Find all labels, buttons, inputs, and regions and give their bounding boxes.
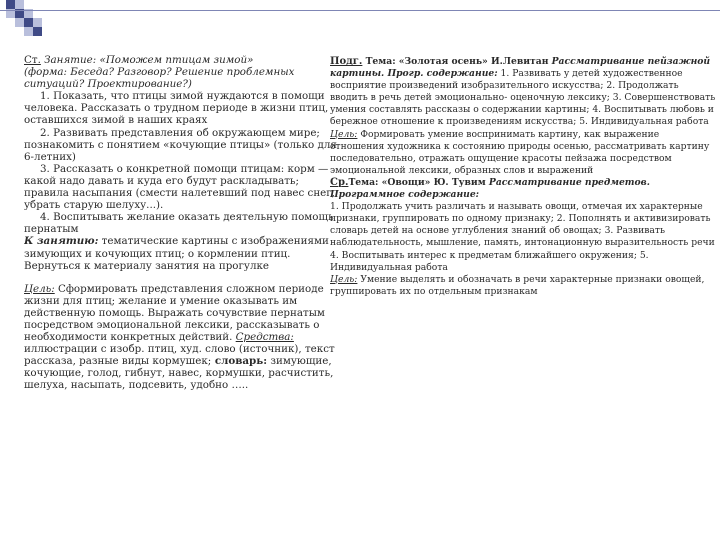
program-text: 1. Продолжать учить различать и называть овощи, отмечая их характерные признаки, группировать по одному признаку; 2. Пополнять и активизировать словарь детей на основе углубления знаний об овощах; 3. Развивать наблюдательность, мышление, память, интонационную выразительность речи	[330, 201, 715, 249]
right-column	[330, 56, 716, 298]
program-text: 1. Развивать у детей художественное восприятие произведений изобразительного искусства; 2. Продолжать вводить в речь детей эмоционально- оценочную лексику; 3. Совершенствовать умения составлять рассказы о содержании картины; 4. Воспитывать любовь и бережное отношение к произведениям искусства; 5. Индивидуальная работа	[330, 68, 716, 128]
aim-text: Сформировать представления сложном периоде жизни для птиц; желание и умение оказывать им действенную помощь. Выражать сочувствие пернатым посредством эмоциональной лексики, рассказывать о необходимости конкретных действий.	[24, 282, 325, 344]
preparation-note	[24, 235, 340, 271]
decor-square	[33, 18, 42, 27]
header-rule	[0, 10, 720, 11]
decor-square	[6, 0, 15, 9]
aim-label: Цель:	[330, 128, 358, 140]
lesson-title-text: Занятие: «Поможем птицам зимой»	[40, 54, 254, 66]
goal-item: 2. Развивать представления об окружающем мире; познакомить с понятием «кочующие птицы» (только для 6-летних)	[24, 126, 337, 163]
prep-group-block	[330, 56, 716, 129]
middle-group-heading	[330, 177, 716, 189]
vocabulary-text: зимующие, кочующие, голод, гибнут, навес, кормушки, расчистить, шелуха, насыпать, подсевить, удобно …..	[24, 355, 334, 392]
aim-paragraph	[24, 283, 340, 392]
corner-decoration	[0, 0, 60, 40]
topic-subtitle: Рассматривание пейзажной картины.	[330, 56, 711, 80]
preparation-label: К занятию:	[24, 235, 99, 248]
group-code: Подг.	[330, 56, 363, 67]
middle-aim	[330, 274, 716, 298]
left-column	[24, 54, 340, 392]
decor-square	[15, 0, 24, 9]
topic-title: Тема: «Овощи» Ю. Тувим	[348, 176, 486, 188]
topic-subtitle: Рассматривание предметов.	[485, 176, 650, 188]
aim-text: Умение выделять и обозначать в речи характерные признаки овощей, группировать их по отдельным признакам	[330, 273, 705, 297]
topic-title: Тема: «Золотая осень» И.Левитан	[362, 56, 549, 67]
decor-square	[24, 27, 33, 36]
goal-item: 4. Воспитывать желание оказать деятельную помощь пернатым	[24, 211, 334, 236]
group-code: Ср.	[330, 176, 349, 188]
goal-item: 1. Показать, что птицы зимой нуждаются в помощи человека. Рассказать о трудном периоде в жизни птиц, оставшихся зимой в наших краях	[24, 90, 329, 127]
means-label: Средства:	[235, 331, 294, 344]
decor-square	[15, 18, 24, 27]
group-code: Ст.	[24, 54, 41, 66]
aim-label: Цель:	[330, 273, 358, 285]
decor-square	[33, 27, 42, 36]
program-label: Прогр. содержание:	[384, 68, 498, 80]
aim-text: Формировать умение воспринимать картину, как выражение отношения художника к состоянию природы осенью, рассматривать картину последовательно, отражать ощущение красоты пейзажа посредством эмоциональной лексики, образных слов и выражений	[330, 128, 710, 176]
goal-item: 3. Рассказать о конкретной помощи птицам: корм — какой надо давать и куда его будут раскладывать; правила насыпания (смести налетевший под навес снег, убрать старую шелуху...).	[24, 162, 335, 212]
aim-label: Цель:	[24, 282, 55, 295]
means-text: иллюстрации с изобр. птиц, худ. слово (источник), текст рассказа, разные виды кормушек;	[24, 343, 335, 368]
lesson-form: (форма: Беседа? Разговор? Решение проблемных ситуаций? Проектирование?)	[24, 66, 295, 91]
program-label: Программное содержание:	[330, 189, 480, 201]
preparation-text: тематические картины с изображениями зимующих и кочующих птиц; о кормлении птиц. Вернуться к материалу занятия на прогулке	[24, 235, 329, 272]
vocabulary-label: словарь:	[211, 355, 268, 368]
spacer	[24, 272, 340, 283]
prep-aim	[330, 129, 716, 177]
lesson-title	[24, 54, 340, 66]
program-item: 4. Воспитывать интерес к предметам ближайшего окружения; 5. Индивидуальная работа	[330, 249, 649, 273]
decor-square	[24, 18, 33, 27]
